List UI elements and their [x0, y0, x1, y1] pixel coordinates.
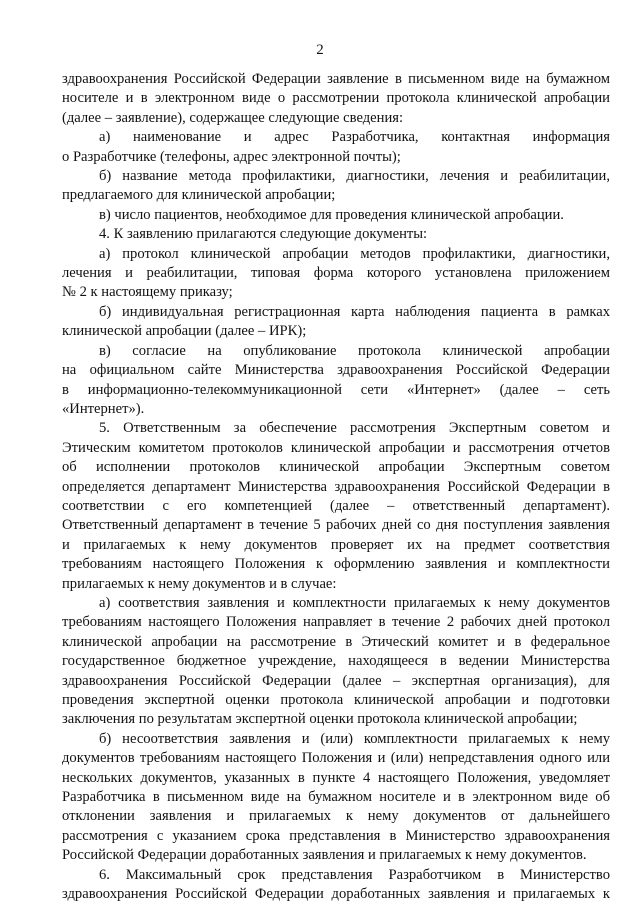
text-line: носителе и в электронном виде о рассмотрении протокола клинической апробации [62, 90, 610, 107]
text-line: здравоохранения Российской Федерации доработанных заявления и прилагаемых к [62, 886, 610, 903]
text-line: 5. Ответственным за обеспечение рассмотрения Экспертным советом и [99, 420, 610, 437]
text-line: лечения и реабилитации, типовая форма которого установлена приложением [62, 265, 610, 282]
text-line: здравоохранения Российской Федерации заявление в письменном виде на бумажном [62, 71, 610, 87]
page-number: 2 [316, 42, 324, 58]
text-line: в) согласие на опубликование протокола клинической апробации [99, 342, 610, 359]
text-line: клинической апробации (далее – ИРК); [62, 323, 307, 340]
text-line: б) индивидуальная регистрационная карта наблюдения пациента в рамках [99, 303, 610, 320]
text-line: прилагаемых к нему документов и в случае: [62, 575, 337, 592]
text-line: «Интернет»). [62, 400, 145, 417]
text-line: отклонении заявления и прилагаемых к нему документов от дальнейшего [62, 808, 610, 825]
text-line: требованиям настоящего Положения направляет в течение 2 рабочих дней протокол [62, 614, 610, 631]
text-line: об исполнении протоколов клинической апробации Экспертным советом [62, 459, 610, 476]
text-line: а) соответствия заявления и комплектности прилагаемых к нему документов [99, 594, 610, 611]
text-line: рассмотрения с указанием срока представления в Министерство здравоохранения [62, 827, 610, 844]
text-line: Разработчика в письменном виде на бумажном носителе и в электронном виде об [62, 789, 610, 806]
text-line: а) протокол клинической апробации методов профилактики, диагностики, [99, 245, 610, 262]
text-line: 4. К заявлению прилагаются следующие документы: [99, 226, 428, 243]
text-line: б) несоответствия заявления и (или) комплектности прилагаемых к нему [99, 730, 610, 747]
text-line: определяется департамент Министерства здравоохранения Российской Федерации в [62, 478, 610, 495]
text-line: о Разработчике (телефоны, адрес электронной почты); [62, 148, 401, 165]
text-line: соответствии с его компетенцией (далее – ответственный департамент). [62, 497, 610, 514]
text-line: б) название метода профилактики, диагностики, лечения и реабилитации, [99, 168, 610, 185]
text-line: государственное бюджетное учреждение, находящееся в ведении Министерства [62, 653, 610, 670]
text-line: № 2 к настоящему приказу; [62, 284, 233, 301]
text-line: предлагаемого для клинической апробации; [62, 187, 336, 204]
text-line: Этическим комитетом протоколов клинической апробации и рассмотрения отчетов [62, 439, 610, 456]
document-body [62, 70, 610, 904]
text-line: а) наименование и адрес Разработчика, контактная информация [99, 129, 610, 146]
text-line: (далее – заявление), содержащее следующие сведения: [62, 109, 404, 126]
text-line: документов требованиям настоящего Положения и (или) непредставления одного или [62, 750, 610, 767]
text-line: в) число пациентов, необходимое для проведения клинической апробации. [99, 206, 564, 223]
text-line: клинической апробации на рассмотрение в Этический комитет и в федеральное [62, 633, 610, 650]
text-line: требованиям настоящего Положения к оформлению заявления и комплектности [62, 556, 610, 573]
text-line: заключения по результатам экспертной оценки протокола клинической апробации; [62, 711, 578, 728]
text-line: 6. Максимальный срок представления Разработчиком в Министерство [99, 866, 610, 883]
text-line: Российской Федерации доработанных заявления и прилагаемых к нему документов. [62, 847, 587, 864]
text-line: и прилагаемых к нему документов проверяет их на предмет соответствия [62, 536, 610, 553]
text-line: проведения экспертной оценки протокола клинической апробации и подготовки [62, 692, 610, 708]
text-line: на официальном сайте Министерства здравоохранения Российской Федерации [62, 362, 610, 379]
text-line: нескольких документов, указанных в пункте 4 настоящего Положения, уведомляет [62, 769, 610, 786]
text-line: Ответственный департамент в течение 5 рабочих дней со дня поступления заявления [62, 517, 610, 534]
text-line: в информационно-телекоммуникационной сети «Интернет» (далее – сеть [62, 381, 610, 398]
text-line: здравоохранения Российской Федерации (далее – экспертная организация), для [62, 672, 610, 689]
